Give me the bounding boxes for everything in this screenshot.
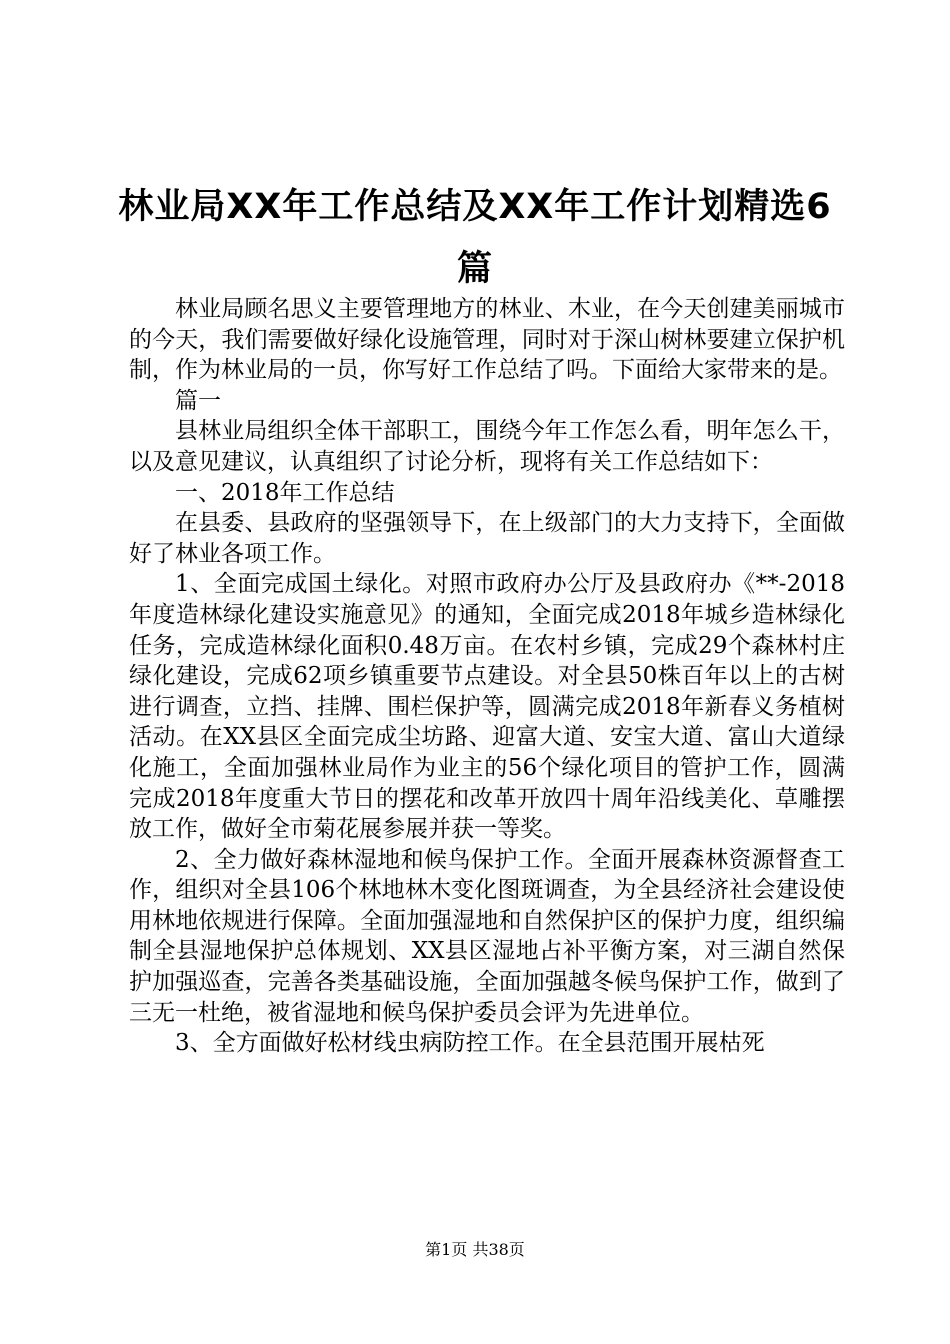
paragraph-item-2: 2、全力做好森林湿地和候鸟保护工作。全面开展森林资源督查工作，组织对全县106个林地林木变化图斑调查，为全县经济社会建设使用林地依规进行保障。全面加强湿地和自然保护区的保护力度，组织编制全县湿地保护总体规划、XX县区湿地占补平衡方案，对三湖自然保护加强巡查，完善各类基础设施，全面加强越冬候鸟保护工作，做到了三无一杜绝，被省湿地和候鸟保护委员会评为先进单位。 [129, 846, 845, 1026]
paragraph-overview: 县林业局组织全体干部职工，围绕今年工作怎么看，明年怎么干，以及意见建议，认真组织了讨论分析，现将有关工作总结如下： [129, 418, 845, 475]
document-title: 林业局XX年工作总结及XX年工作计划精选6篇 [118, 187, 832, 289]
paragraph-item-1: 1、全面完成国土绿化。对照市政府办公厅及县政府办《**-2018年度造林绿化建设实施意见》的通知，全面完成2018年城乡造林绿化任务，完成造林绿化面积0.48万亩。在农村乡镇，完成29个森林村庄绿化建设，完成62项乡镇重要节点建设。对全县50株百年以上的古树进行调查，立挡、挂牌、围栏保护等，圆满完成2018年新春义务植树活动。在XX县区全面完成尘坊路、迎富大道、安宝大道、富山大道绿化施工，全面加强林业局作为业主的56个绿化项目的管护工作，圆满完成2018年度重大节日的摆花和改革开放四十周年沿线美化、草雕摆放工作，做好全市菊花展参展并获一等奖。 [129, 571, 845, 843]
page-footer: 第1页 共38页 [425, 1240, 525, 1259]
paragraph-intro: 林业局顾名思义主要管理地方的林业、木业，在今天创建美丽城市的今天，我们需要做好绿化设施管理，同时对于深山树林要建立保护机制，作为林业局的一员，你写好工作总结了吗。下面给大家带来的是。 [129, 296, 845, 384]
paragraph-heading-summary: 一、2018年工作总结 [175, 479, 395, 506]
paragraph-item-3: 3、全方面做好松材线虫病防控工作。在全县范围开展枯死 [175, 1030, 765, 1057]
paragraph-leadership: 在县委、县政府的坚强领导下，在上级部门的大力支持下，全面做好了林业各项工作。 [129, 510, 845, 567]
paragraph-section-label: 篇一 [175, 387, 221, 414]
document-body [129, 294, 845, 1059]
